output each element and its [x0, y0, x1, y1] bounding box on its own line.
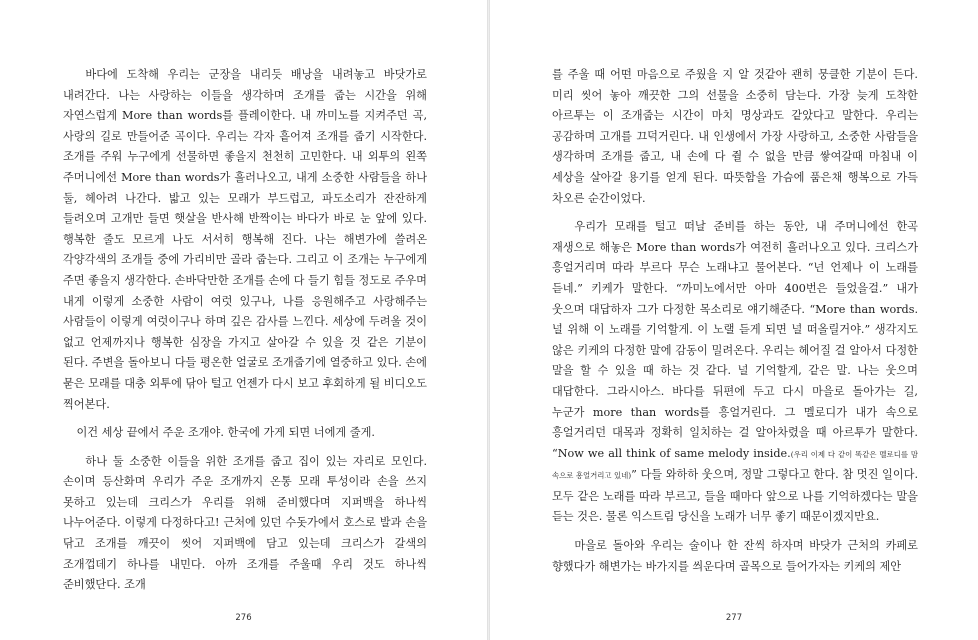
left-page — [0, 0, 487, 640]
right-page — [490, 0, 978, 640]
page-number-left: 276 — [235, 613, 252, 623]
right-paragraph-2 — [552, 217, 918, 528]
left-page-text — [63, 65, 427, 604]
right-paragraph-1: 를 주울 때 어떤 마음으로 주웠을 지 알 것같아 괜히 뭉클한 기분이 든다. 미리 씻어 놓아 깨끗한 그의 선물을 소중히 담는다. 가장 늦게 도착한 아르투는 이 조개줍는 시간이 마치 명상과도 같았다고 말한다. 우리는 공감하며 고개를 끄덕거린다. 내 인생에서 가장 사랑하고, 소중한 사람들을 생각하며 조개를 줍고, 내 손에 다 쥘 수 없을 만큼 쌓여갈때 마침내 이 세상을 살아갈 용기를 얻게 된다. 따뜻함을 가슴에 품은채 행복으로 가득 차오른 순간이었다. — [552, 68, 918, 205]
translation-note: (우리 이제 다 같이 똑같은 멜로디를 맘 속으로 흥얼거리고 있네) — [552, 449, 918, 481]
right-page-text — [552, 65, 918, 585]
right-paragraph-3: 마을로 돌아와 우리는 술이나 한 잔씩 하자며 바닷가 근처의 카페로 향했다가 해변가는 바가지를 씌운다며 골목으로 들어가자는 키케의 제안 — [552, 539, 918, 573]
right-paragraph-2-end: ” 다들 와하하 웃으며, 정말 그렇다고 한다. 참 멋진 일이다. 모두 같은 노래를 따라 부르고, 들을 때마다 앞으로 나를 기억하겠다는 말을 듣는 것은. 물론 익스트림 당신을 노래가 너무 좋기 때문이겠지만요. — [552, 468, 918, 524]
left-paragraph-2: 이건 세상 끝에서 주운 조개야. 한국에 가게 되면 너에게 줄게. — [76, 426, 375, 440]
left-paragraph-3: 하나 둘 소중한 이들을 위한 조개를 줍고 집이 있는 자리로 모인다. 손이며 등산화며 우리가 주운 조개까지 온통 모래 투성이라 손을 쓰지 못하고 있는데 크리스가 우리를 위해 준비했다며 지퍼백을 하나씩 나누어준다. 이렇게 다정하다고! 근처에 있던 수돗가에서 호스로 발과 손을 닦고 조개를 깨끗이 씻어 지퍼백에 담고 있는데 크리스가 갈색의 조개껍데기 하나를 내민다. 아까 조개를 주울때 우리 것도 하나씩 준비했단다. 조개 — [63, 454, 427, 592]
left-paragraph-1: 바다에 도착해 우리는 군장을 내리듯 배낭을 내려놓고 바닷가로 내려간다. 나는 사랑하는 이들을 생각하며 조개를 줍는 시간을 위해 자연스럽게 More than words를 플레이한다. 내 까미노를 지켜주던 곡, 사랑의 길로 만들어준 곡이다. 우리는 각자 흩어져 조개를 줍기 시작한다. 조개를 주워 누구에게 선물하면 좋을지 천천히 고민한다. 내 외투의 왼쪽 주머니에선 More than words가 흘러나오고, 내게 소중한 사람들을 하나 둘, 헤아려 나간다. 밟고 있는 모래가 부드럽고, 파도소리가 잔잔하게 들려오며 고개만 들면 햇살을 반사해 반짝이는 바다가 바로 눈 앞에 있다. 행복한 줄도 모르게 나도 서서히 행복해 진다. 나는 해변가에 쓸려온 각양각색의 조개들 중에 가리비만 골라 줍는다. 그리고 이 조개는 누구에게 주면 좋을지 생각한다. 손바닥만한 조개를 손에 다 들기 힘들 정도로 주우며 내게 이렇게 소중한 사람이 여럿 있구나, 나를 응원해주고 사랑해주는 사람들이 이렇게 여럿이구나 하며 깊은 감사를 느낀다. 세상에 두려울 것이 없고 언제까지나 행복한 심장을 가지고 살아갈 수 있을 것 같은 기분이 된다. 주변을 돌아보니 다들 평온한 얼굴로 조개줍기에 열중하고 있다. 손에 묻은 모래를 대충 외투에 닦아 털고 언젠가 다시 보고 후회하게 될 비디오도 찍어본다. — [63, 68, 427, 411]
right-paragraph-2-main: 우리가 모래를 털고 떠날 준비를 하는 동안, 내 주머니에선 한곡 재생으로 해놓은 More than words가 여전히 흘러나오고 있다. 크리스가 흥얼거리며 따라 부르다 무슨 노래냐고 물어본다. “넌 언제나 이 노래를 듣네.” 키케가 말한다. “까미노에서만 아마 400번은 들었을걸.” 내가 웃으며 대답하자 그가 다정한 목소리로 얘기해준다. “More than words. 널 위해 이 노래를 기억할게. 이 노랠 듣게 되면 널 떠올릴거야.” 생각지도 않은 키케의 다정한 말에 감동이 밀려온다. 우리는 헤어질 걸 알아서 다정한 말을 할 수 있을 때 하는 것 같다. 널 기억할게, 같은 말. 나는 웃으며 대답한다. 그라시아스. 바다를 뒤편에 두고 다시 마을로 돌아가는 길, 누군가 more than words를 흥얼거린다. 그 멜로디가 내가 속으로 흥얼거리던 대목과 정확히 일치하는 걸 알아차렸을 때 아르투가 말한다. “Now we all think of same melody inside. — [552, 220, 918, 460]
page-number-right: 277 — [725, 613, 743, 623]
